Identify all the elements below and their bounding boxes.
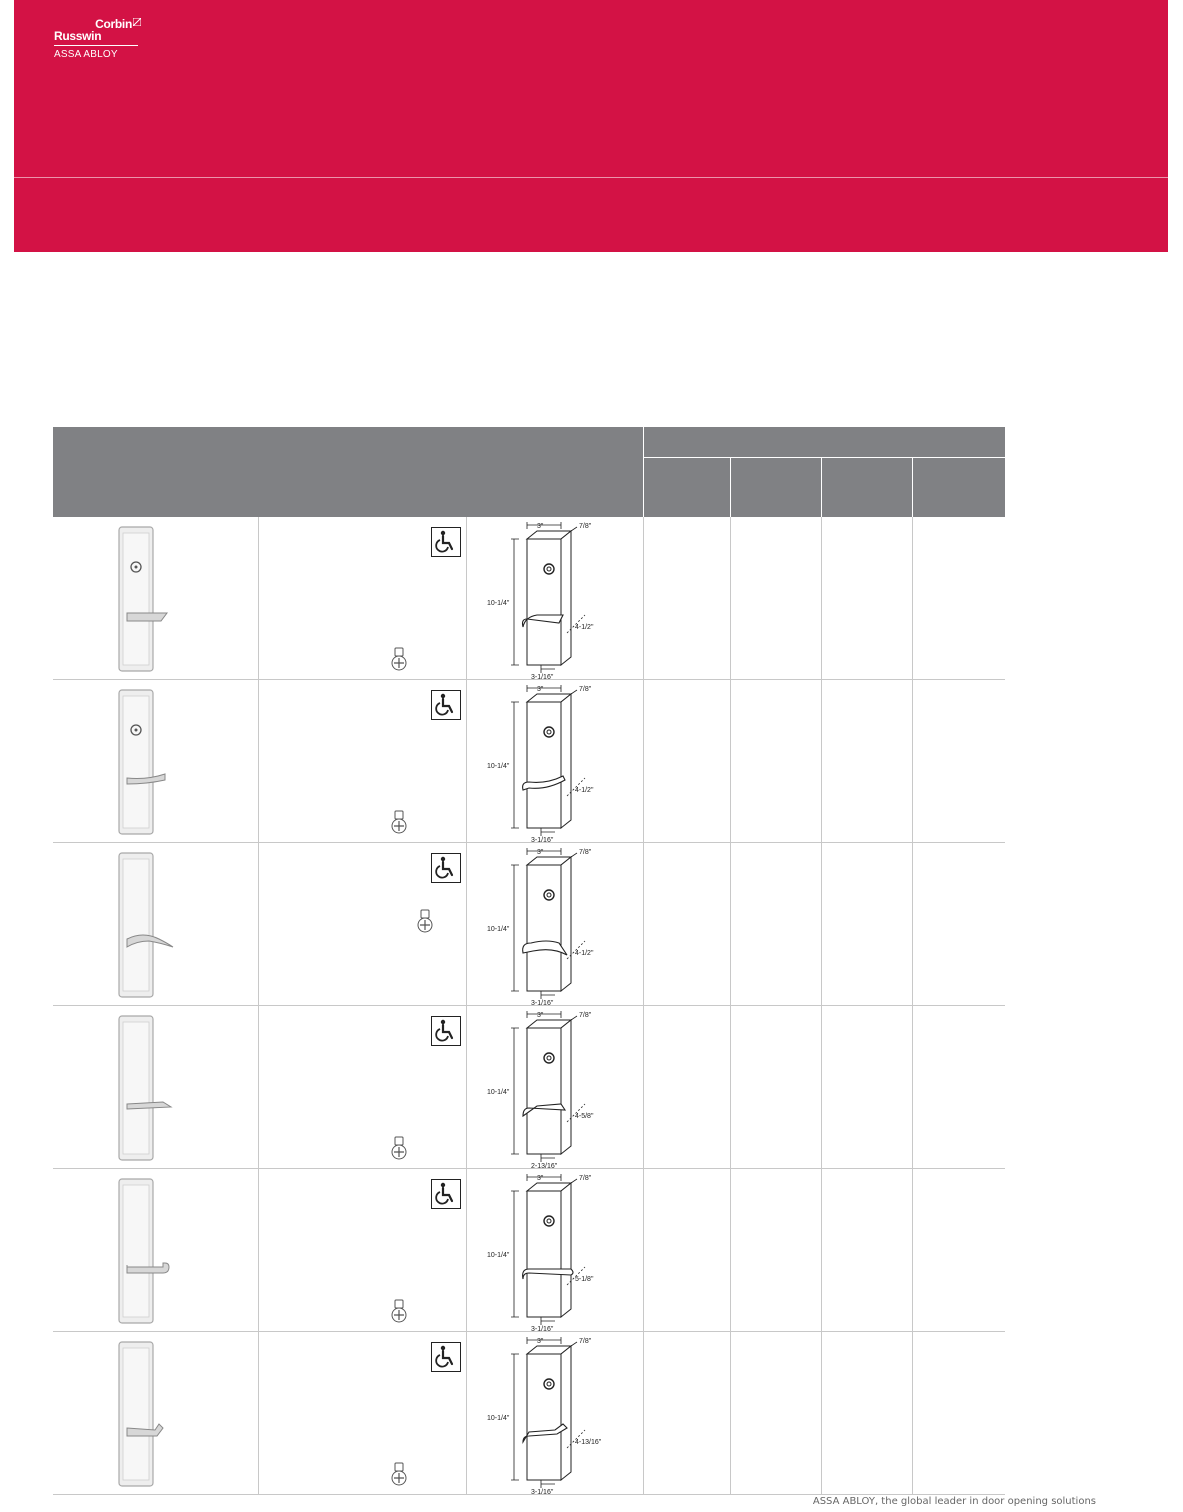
drawing-plate (527, 702, 561, 828)
dim-height: 10-1/4" (487, 600, 510, 607)
drawing-plate (527, 1191, 561, 1317)
dim-lever-length: 4-5/8" (575, 1113, 594, 1120)
data-cell-3 (821, 843, 913, 1005)
wheelchair-accessible-icon (431, 690, 461, 720)
logo-corbin: Corbin (95, 17, 132, 31)
footer-tagline: ASSA ABLOY, the global leader in door opening solutions (812, 1496, 1096, 1507)
wheelchair-accessible-icon (431, 1016, 461, 1046)
logo-rule (54, 45, 138, 46)
dimension-drawing-cell (466, 843, 644, 1005)
cylinder-cam-icon (389, 810, 409, 836)
drawing-plate (527, 1028, 561, 1154)
trim-photo-cell (53, 517, 258, 679)
cylinder-cam-icon (389, 1299, 409, 1325)
data-cell-1 (643, 843, 731, 1005)
dim-top-width: 3" (537, 686, 544, 693)
trim-photo (53, 1006, 258, 1168)
dimension-drawing (467, 1332, 644, 1494)
dim-depth: 7/8" (579, 686, 592, 693)
escutcheon-face (123, 533, 149, 665)
dim-top-width: 3" (537, 523, 544, 530)
trim-description-cell (258, 517, 467, 679)
table-header (53, 427, 1005, 517)
data-cell-3 (821, 1332, 913, 1494)
trim-photo (53, 517, 258, 679)
trim-description-cell (258, 680, 467, 842)
dimension-drawing (467, 517, 644, 679)
data-cell-2 (730, 843, 822, 1005)
data-cell-1 (643, 517, 731, 679)
dim-depth: 7/8" (579, 523, 592, 530)
drawing-plate (527, 865, 561, 991)
data-cell-2 (730, 517, 822, 679)
escutcheon-face (123, 1022, 149, 1154)
table-row (53, 1169, 1005, 1332)
table-row (53, 680, 1005, 843)
dim-bottom: 2-13/16" (531, 1163, 558, 1168)
trim-photo (53, 1169, 258, 1331)
data-cell-1 (643, 680, 731, 842)
wheelchair-accessible-icon (431, 527, 461, 557)
data-cell-4 (912, 1332, 1006, 1494)
header-sub-cell-2 (730, 458, 822, 517)
dim-bottom: 3-1/16" (531, 674, 554, 679)
dim-lever-length: 4-1/2" (575, 950, 594, 957)
trim-description-cell (258, 1332, 467, 1494)
data-cell-1 (643, 1169, 731, 1331)
dimension-drawing-cell (466, 680, 644, 842)
lever-handle (127, 613, 167, 621)
dim-lever-length: 4-1/2" (575, 787, 594, 794)
trim-photo-cell (53, 843, 258, 1005)
dim-top-width: 3" (537, 849, 544, 856)
data-cell-3 (821, 680, 913, 842)
dim-top-width: 3" (537, 1338, 544, 1345)
trim-description-cell (258, 1169, 467, 1331)
dim-height: 10-1/4" (487, 763, 510, 770)
dim-bottom: 3-1/16" (531, 1000, 554, 1005)
dim-bottom: 3-1/16" (531, 837, 554, 842)
header-group-cell (643, 427, 1006, 457)
cylinder-keyway (135, 729, 138, 732)
dimension-drawing (467, 843, 644, 1005)
logo-mark-icon (133, 18, 141, 26)
header-sub-cell-1 (643, 458, 731, 517)
dim-height: 10-1/4" (487, 1089, 510, 1096)
dim-top-width: 3" (537, 1175, 544, 1182)
cylinder-cam-icon (389, 1462, 409, 1488)
wheelchair-accessible-icon (431, 853, 461, 883)
dim-top-width: 3" (537, 1012, 544, 1019)
trim-photo-cell (53, 1169, 258, 1331)
dimension-drawing-cell (466, 1332, 644, 1494)
data-cell-4 (912, 517, 1006, 679)
cylinder-cam-icon (389, 1136, 409, 1162)
data-cell-1 (643, 1332, 731, 1494)
data-cell-1 (643, 1006, 731, 1168)
trim-photo-cell (53, 680, 258, 842)
data-cell-4 (912, 680, 1006, 842)
data-cell-3 (821, 1169, 913, 1331)
cylinder-cam-icon (415, 909, 435, 935)
header-banner (14, 0, 1168, 252)
table-row (53, 843, 1005, 1006)
logo-assa-abloy: ASSA ABLOY (54, 49, 118, 60)
dim-depth: 7/8" (579, 1175, 592, 1182)
trim-table (53, 427, 1005, 1495)
table-body (53, 517, 1005, 1495)
data-cell-4 (912, 843, 1006, 1005)
escutcheon-face (123, 859, 149, 991)
dimension-drawing-cell (466, 517, 644, 679)
trim-photo (53, 1332, 258, 1494)
data-cell-2 (730, 1006, 822, 1168)
data-cell-4 (912, 1006, 1006, 1168)
data-cell-2 (730, 680, 822, 842)
trim-description-cell (258, 843, 467, 1005)
header-sub-cell-3 (821, 458, 913, 517)
dim-height: 10-1/4" (487, 1252, 510, 1259)
dim-bottom: 3-1/16" (531, 1489, 554, 1494)
wheelchair-accessible-icon (431, 1342, 461, 1372)
dim-height: 10-1/4" (487, 1415, 510, 1422)
dim-depth: 7/8" (579, 1012, 592, 1019)
dim-lever-length: 4-13/16" (575, 1439, 602, 1446)
trim-photo (53, 843, 258, 1005)
data-cell-3 (821, 517, 913, 679)
data-cell-3 (821, 1006, 913, 1168)
dimension-drawing (467, 1006, 644, 1168)
escutcheon-face (123, 1348, 149, 1480)
banner-divider (14, 177, 1168, 178)
brand-logo (54, 18, 140, 60)
dim-lever-length: 4-1/2" (575, 624, 594, 631)
dimension-drawing-cell (466, 1169, 644, 1331)
header-sub-cell-4 (912, 458, 1006, 517)
drawing-plate (527, 539, 561, 665)
dimension-drawing (467, 680, 644, 842)
table-row (53, 1006, 1005, 1169)
trim-photo (53, 680, 258, 842)
trim-photo-cell (53, 1006, 258, 1168)
cylinder-keyway (135, 566, 138, 569)
escutcheon-face (123, 1185, 149, 1317)
cylinder-cam-icon (389, 647, 409, 673)
dim-depth: 7/8" (579, 849, 592, 856)
data-cell-4 (912, 1169, 1006, 1331)
dimension-drawing (467, 1169, 644, 1331)
dim-bottom: 3-1/16" (531, 1326, 554, 1331)
table-row (53, 517, 1005, 680)
dim-height: 10-1/4" (487, 926, 510, 933)
trim-photo-cell (53, 1332, 258, 1494)
data-cell-2 (730, 1169, 822, 1331)
dimension-drawing-cell (466, 1006, 644, 1168)
escutcheon-face (123, 696, 149, 828)
dim-depth: 7/8" (579, 1338, 592, 1345)
dim-lever-length: 5-1/8" (575, 1276, 594, 1283)
drawing-plate (527, 1354, 561, 1480)
wheelchair-accessible-icon (431, 1179, 461, 1209)
data-cell-2 (730, 1332, 822, 1494)
trim-description-cell (258, 1006, 467, 1168)
logo-russwin: Russwin (54, 29, 102, 43)
table-row (53, 1332, 1005, 1495)
